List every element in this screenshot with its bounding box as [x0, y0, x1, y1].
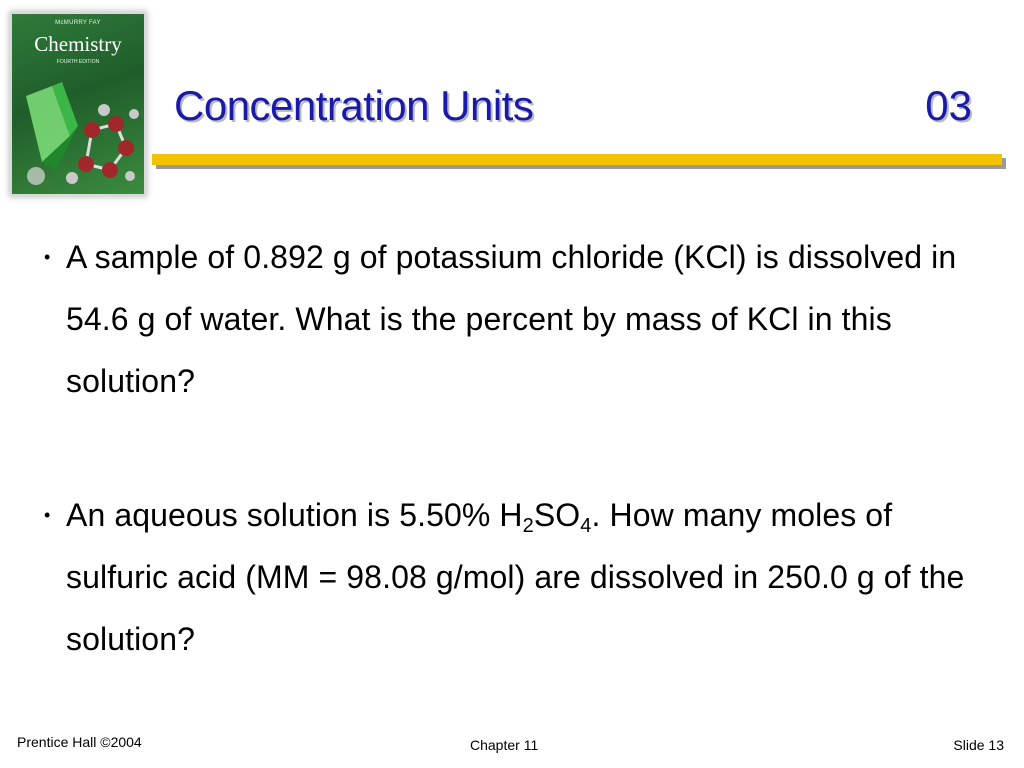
title-underline-bar: [152, 154, 1002, 165]
cover-edition: FOURTH EDITION: [56, 59, 100, 65]
bullet-text-post: . How many moles of sulfuric acid (MM = 98.08 g/mol) are dissolved in 250.0 g of the solution?: [66, 497, 965, 657]
subscript-2: 2: [522, 515, 534, 537]
footer-copyright: Prentice Hall ©2004: [17, 734, 142, 750]
footer-slide-number: Slide 13: [953, 737, 1004, 753]
bullet-dot-icon: •: [44, 247, 51, 267]
bullet-item: [40, 484, 980, 670]
book-cover-image: [12, 14, 144, 194]
bullet-dot-icon: •: [44, 505, 51, 525]
slide-title: Concentration Units: [174, 82, 534, 129]
subscript-4: 4: [580, 515, 592, 537]
bullet-text: A sample of 0.892 g of potassium chloride (KCl) is dissolved in 54.6 g of water. What is the percent by mass of KCl in this solution?: [66, 239, 957, 399]
bullet-list: [40, 226, 980, 670]
bullet-item: [40, 226, 980, 412]
bullet-text-pre: An aqueous solution is 5.50% H: [66, 497, 523, 533]
footer-chapter: Chapter 11: [470, 737, 539, 753]
slide-title-number: 03: [925, 82, 972, 129]
crystal-molecule-illustration: [12, 66, 144, 194]
bullet-text-mid: SO: [533, 497, 581, 533]
cover-title: Chemistry: [34, 32, 122, 56]
cover-authors: McMURRY FAY: [55, 20, 101, 26]
